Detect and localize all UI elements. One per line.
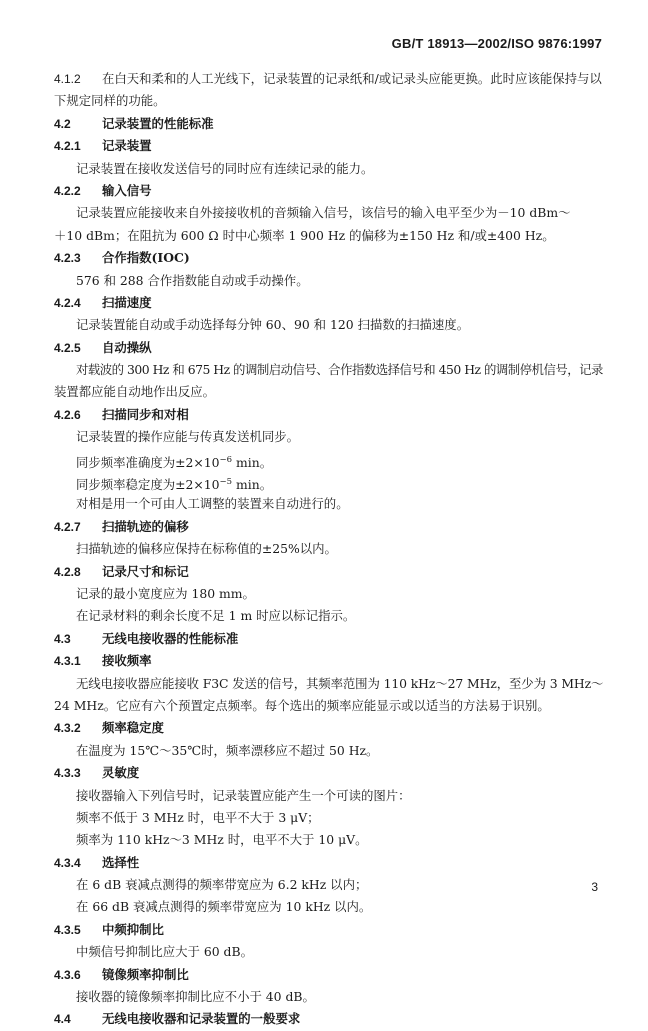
section-heading-4-2 (54, 113, 608, 135)
paragraph: 频率为 110 kHz～3 MHz 时，电平不大于 10 μV。 (76, 832, 368, 848)
clause-number: 4.2.5 (54, 340, 81, 355)
clause-heading-4-2-2 (54, 180, 608, 202)
sync-accuracy-text: 同步频率准确度为±2×10 (76, 454, 220, 470)
paragraph: 记录装置应能接收来自外接接收机的音频输入信号，该信号的输入电平至少为－10 dBm～ (76, 205, 571, 221)
unit-text: min。 (232, 477, 273, 493)
clause-number: 4.2.1 (54, 139, 81, 154)
paragraph-continued: 装置都应能自动地作出反应。 (54, 384, 216, 400)
clause-title: 选择性 (102, 854, 140, 870)
unit-text: min。 (232, 454, 273, 470)
paragraph: 在记录材料的剩余长度不足 1 m 时应以标记指示。 (76, 608, 356, 624)
paragraph: 接收器输入下列信号时，记录装置应能产生一个可读的图片： (76, 787, 411, 803)
standard-code-header: GB/T 18913—2002/ISO 9876:1997 (391, 36, 602, 51)
sync-accuracy-line (54, 449, 608, 471)
page-number: 3 (591, 880, 598, 894)
clause-title: 记录尺寸和标记 (102, 563, 189, 579)
clause-number: 4.3.4 (54, 855, 81, 870)
clause-title: 扫描轨迹的偏移 (102, 518, 189, 534)
paragraph: 在 66 dB 衰减点测得的频率带宽应为 10 kHz 以内。 (76, 899, 372, 915)
section-title: 记录装置的性能标准 (102, 115, 214, 131)
clause-heading-4-3-5 (54, 919, 608, 941)
clause-title: 接收频率 (102, 653, 152, 669)
clause-heading-4-3-6 (54, 964, 608, 986)
clause-heading-4-2-3 (54, 247, 608, 269)
clause-number: 4.2.4 (54, 295, 81, 310)
paragraph: 在温度为 15℃～35℃时，频率漂移应不超过 50 Hz。 (76, 742, 379, 758)
clause-4-1-2 (54, 68, 608, 90)
sync-stability-line (54, 471, 608, 493)
clause-title: 合作指数(IOC) (102, 250, 190, 266)
clause-title: 自动操纵 (102, 339, 152, 355)
clause-heading-4-2-6 (54, 404, 608, 426)
paragraph: 记录装置能自动或手动选择每分钟 60、90 和 120 扫描数的扫描速度。 (76, 317, 470, 333)
sync-stability-text: 同步频率稳定度为±2×10 (76, 477, 220, 493)
clause-heading-4-3-1 (54, 650, 608, 672)
clause-heading-4-3-2 (54, 717, 608, 739)
paragraph: 频率不低于 3 MHz 时，电平不大于 3 μV； (76, 809, 320, 825)
exponent: −6 (219, 454, 233, 465)
exponent: −5 (219, 477, 233, 488)
clause-text-continued: 下规定同样的功能。 (54, 93, 166, 109)
clause-number: 4.3.1 (54, 654, 81, 669)
section-heading-4-3 (54, 628, 608, 650)
clause-title: 频率稳定度 (102, 720, 164, 736)
paragraph: 中频信号抑制比应大于 60 dB。 (76, 944, 253, 960)
clause-title: 灵敏度 (102, 765, 140, 781)
clause-number: 4.2.3 (54, 251, 81, 266)
section-title: 无线电接收器的性能标准 (102, 630, 239, 646)
clause-heading-4-2-1 (54, 135, 608, 157)
clause-heading-4-2-8 (54, 561, 608, 583)
paragraph-continued: ＋10 dBm；在阻抗为 600 Ω 时中心频率 1 900 Hz 的偏移为±150 Hz 和/或±400 Hz。 (54, 227, 555, 243)
paragraph: 在 6 dB 衰减点测得的频率带宽应为 6.2 kHz 以内； (76, 877, 368, 893)
clause-number: 4.3.6 (54, 967, 81, 982)
section-heading-4-4 (54, 1008, 608, 1030)
clause-text: 在白天和柔和的人工光线下，记录装置的记录纸和/或记录头应能更换。此时应该能保持与以 (102, 71, 602, 86)
paragraph: 记录的最小宽度应为 180 mm。 (76, 585, 255, 601)
clause-heading-4-2-5 (54, 337, 608, 359)
clause-title: 扫描同步和对相 (102, 406, 189, 422)
clause-title: 输入信号 (102, 182, 152, 198)
section-title: 无线电接收器和记录装置的一般要求 (102, 1011, 301, 1027)
section-number: 4.3 (54, 631, 71, 646)
clause-heading-4-2-4 (54, 292, 608, 314)
paragraph: 对载波的 300 Hz 和 675 Hz 的调制启动信号、合作指数选择信号和 450 Hz 的调制停机信号，记录 (76, 362, 603, 378)
paragraph: 记录装置的操作应能与传真发送机同步。 (76, 429, 300, 445)
clause-title: 记录装置 (102, 138, 152, 154)
clause-number: 4.3.3 (54, 766, 81, 781)
paragraph-continued: 24 MHz。它应有六个预置定点频率。每个选出的频率应能显示或以适当的方法易于识别。 (54, 697, 550, 713)
paragraph: 接收器的镜像频率抑制比应不小于 40 dB。 (76, 989, 315, 1005)
paragraph: 记录装置在接收发送信号的同时应有连续记录的能力。 (76, 160, 374, 176)
clause-number: 4.1.2 (54, 72, 81, 86)
paragraph: 扫描轨迹的偏移应保持在标称值的±25%以内。 (76, 541, 337, 557)
clause-number: 4.3.5 (54, 922, 81, 937)
clause-heading-4-2-7 (54, 516, 608, 538)
section-number: 4.4 (54, 1012, 71, 1027)
section-number: 4.2 (54, 116, 71, 131)
clause-number: 4.2.6 (54, 407, 81, 422)
clause-heading-4-3-4 (54, 852, 608, 874)
paragraph: 576 和 288 合作指数能自动或手动操作。 (76, 272, 309, 288)
clause-number: 4.2.2 (54, 183, 81, 198)
clause-number: 4.2.8 (54, 564, 81, 579)
clause-number: 4.2.7 (54, 519, 81, 534)
clause-title: 镜像频率抑制比 (102, 966, 189, 982)
clause-title: 扫描速度 (102, 294, 152, 310)
clause-heading-4-3-3 (54, 762, 608, 784)
clause-number: 4.3.2 (54, 721, 81, 736)
document-body (54, 68, 608, 1031)
paragraph: 无线电接收器应能接收 F3C 发送的信号，其频率范围为 110 kHz～27 MHz，至少为 3 MHz～ (76, 675, 604, 691)
clause-title: 中频抑制比 (102, 921, 164, 937)
paragraph: 对相是用一个可由人工调整的装置来自动进行的。 (76, 496, 349, 512)
